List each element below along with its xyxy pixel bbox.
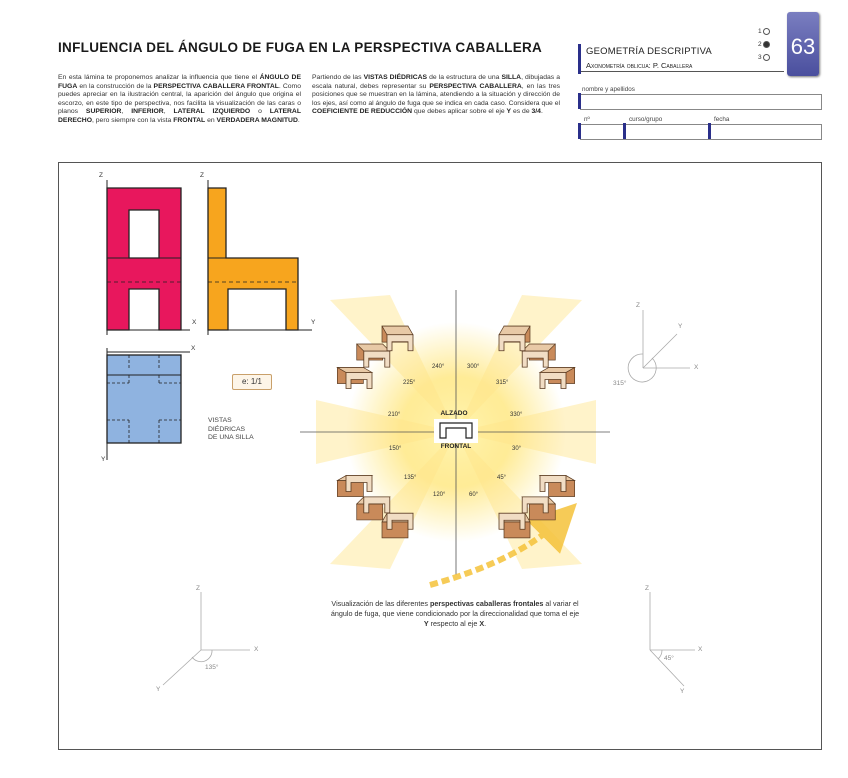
level-radio-label: 3: [758, 53, 762, 61]
chair-thumbnail: [382, 513, 413, 538]
intro-right-segment: que debes aplicar sobre el eje: [412, 108, 507, 116]
intro-left-segment: ÁNGULO DE FUGA: [58, 74, 301, 90]
side-view-shape: [208, 188, 298, 330]
axes-45-angle: 45°: [664, 655, 674, 662]
intro-left-segment: ,: [163, 108, 174, 116]
axes-315-y: [643, 334, 677, 368]
subject-subtitle: Axonometría oblicua: P. Caballera: [586, 61, 693, 70]
axes-315-z-label: Z: [636, 302, 640, 309]
level-radio-label: 1: [758, 27, 762, 35]
caption-segment: respecto al eje: [428, 619, 480, 628]
axes-45-x-label: X: [698, 646, 703, 653]
top-view-chair: [107, 348, 190, 460]
top-x-label: X: [191, 345, 196, 352]
side-view-chair: [208, 180, 312, 335]
intro-left-segment: .: [297, 116, 300, 124]
top-y-label: Y: [101, 456, 106, 463]
date-label: fecha: [714, 116, 730, 123]
caption-segment: Visualización de las diferentes: [331, 599, 430, 608]
axes-135-z-label: Z: [196, 585, 200, 592]
intro-right-segment: , dibujadas a escala natural, debes representar su: [312, 74, 560, 90]
vistas-line-3: DE UNA SILLA: [208, 434, 254, 441]
intro-left-segment: SUPERIOR: [85, 108, 122, 116]
alzado-label: ALZADO: [440, 410, 468, 417]
axes-135-angle: 135°: [205, 664, 219, 671]
number-label: nº: [584, 116, 590, 123]
intro-right-segment: Partiendo de las: [312, 74, 364, 81]
axes-135-x-label: X: [254, 646, 259, 653]
intro-right-segment: COEFICIENTE DE REDUCCIÓN: [312, 108, 413, 116]
name-label: nombre y apellidos: [582, 86, 635, 93]
intro-right-segment: Y: [506, 108, 512, 116]
axes-135: [163, 592, 250, 685]
angle-label: 135°: [404, 475, 417, 481]
central-composition: [300, 290, 610, 585]
chair-thumbnail: [499, 513, 530, 538]
intro-left-segment: , pero siempre con la vista: [92, 116, 174, 124]
angle-label: 315°: [496, 380, 509, 386]
scale-label: e: 1/1: [232, 374, 272, 390]
side-y-label: Y: [311, 319, 316, 326]
intro-right-segment: VISTAS DIÉDRICAS: [363, 74, 428, 81]
intro-left-segment: ,: [121, 108, 132, 116]
axes-315-angle: 315°: [613, 380, 627, 387]
central-caption: [330, 599, 580, 629]
angle-label: 210°: [388, 412, 401, 418]
axes-45-y-label: Y: [680, 688, 685, 695]
intro-left-segment: . Como puedes apreciar en la ilustración central, la aparición del ángulo que origina el escorzo, en este tipo de perspectiva, nos facilita la visualización de las caras o planos: [58, 82, 301, 116]
axes-45-arc: [658, 650, 662, 659]
top-view-shape: [107, 355, 181, 443]
intro-left-segment: o: [250, 108, 270, 116]
front-view-chair: [107, 180, 190, 335]
course-label: curso/grupo: [629, 116, 663, 123]
intro-left-segment: VERDADERA MAGNITUD: [216, 116, 298, 124]
page-title: INFLUENCIA DEL ÁNGULO DE FUGA EN LA PERSPECTIVA CABALLERA: [58, 40, 543, 55]
sheet-number: 63: [790, 34, 816, 59]
angle-label: 330°: [510, 412, 523, 418]
axes-45-z-label: Z: [645, 585, 649, 592]
intro-right-segment: es de: [511, 108, 532, 116]
intro-left-segment: LATERAL IZQUIERDO: [173, 108, 251, 116]
vistas-caption: [208, 417, 268, 443]
intro-left-segment: FRONTAL: [173, 116, 206, 124]
intro-right-segment: PERSPECTIVA CABALLERA: [429, 82, 522, 90]
caption-segment: Y: [423, 619, 429, 628]
intro-left-segment: en: [205, 116, 217, 124]
front-view-shape: [107, 188, 181, 330]
caption-segment: .: [484, 619, 487, 628]
subject-title: GEOMETRÍA DESCRIPTIVA: [586, 46, 712, 57]
angle-label: 240°: [432, 364, 445, 370]
axes-315: [628, 310, 690, 382]
angle-label: 150°: [389, 446, 402, 452]
intro-right-segment: , en las tres posiciones que se muestran en la lámina, atendiendo a la situación y dirección de los ejes, así como al ángulo de fuga que se indica en cada caso. Considera que el: [312, 82, 560, 107]
angle-label: 60°: [469, 492, 479, 498]
axes-315-y-label: Y: [678, 323, 683, 330]
vistas-line-1: VISTAS: [208, 417, 232, 424]
intro-left-segment: En esta lámina te proponemos analizar la influencia que tiene el: [58, 74, 260, 81]
level-radio-label: 2: [758, 40, 762, 48]
angle-label: 120°: [433, 492, 446, 498]
frontal-label: FRONTAL: [440, 443, 472, 450]
angle-label: 30°: [512, 446, 522, 452]
intro-right-segment: de la estructura de una: [427, 74, 502, 81]
caption-segment: X: [479, 619, 485, 628]
intro-left-segment: INFERIOR: [131, 108, 164, 116]
front-z-label: Z: [99, 172, 103, 179]
angle-label: 225°: [403, 380, 416, 386]
caption-segment: perspectivas caballeras frontales: [429, 599, 544, 608]
axes-135-y: [163, 650, 201, 685]
vistas-line-2: DIÉDRICAS: [208, 425, 246, 433]
intro-left-segment: PERSPECTIVA CABALLERA FRONTAL: [153, 82, 279, 90]
intro-right-segment: 3/4: [531, 108, 541, 116]
angle-label: 300°: [467, 364, 480, 370]
caption-segment: al variar el ángulo de fuga, que viene condicionado por la direccionalidad que toma el eje: [330, 599, 580, 618]
axes-315-x-label: X: [694, 364, 699, 371]
chair-thumbnail: [337, 367, 372, 388]
front-x-label: X: [192, 319, 197, 326]
intro-right-segment: SILLA: [501, 74, 522, 81]
intro-left-segment: en la construcción de la: [77, 82, 154, 90]
axes-45: [650, 592, 695, 686]
intro-left-segment: LATERAL DERECHO: [58, 108, 301, 124]
angle-label: 45°: [497, 475, 507, 481]
axes-135-y-label: Y: [156, 686, 161, 693]
chair-thumbnail: [540, 367, 575, 388]
side-z-label: Z: [200, 172, 204, 179]
intro-right-segment: .: [540, 108, 543, 116]
